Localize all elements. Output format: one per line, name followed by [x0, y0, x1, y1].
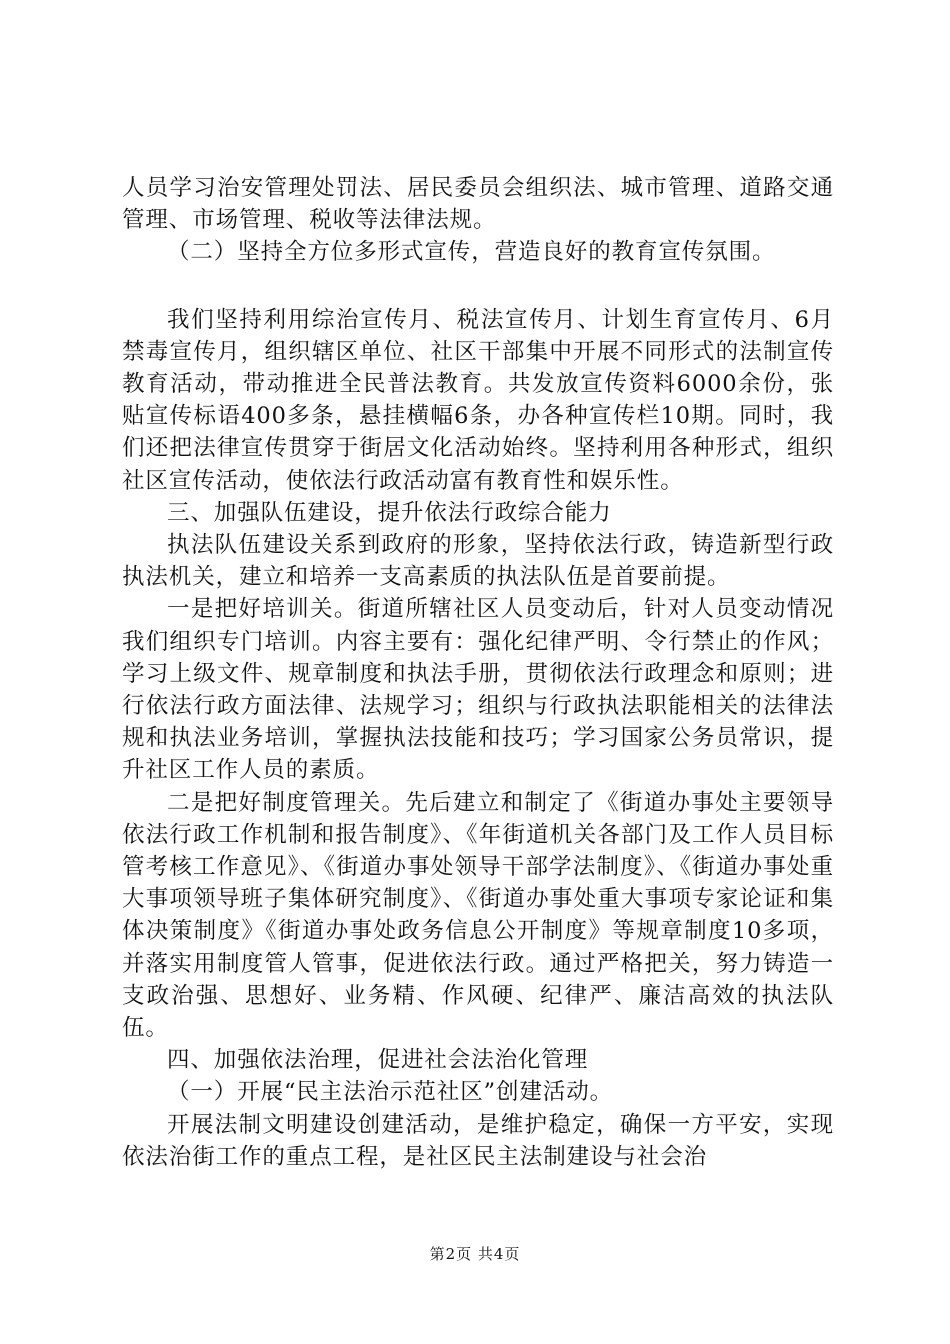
paragraph-publicity-activities: 我们坚持利用综治宣传月、税法宣传月、计划生育宣传月、6月禁毒宣传月，组织辖区单位、社区干部集中开展不同形式的法制宣传教育活动，带动推进全民普法教育。共发放宣传资料6000余份，张贴宣传标语400多条，悬挂横幅6条，办各种宣传栏10期。同时，我们还把法律宣传贯穿于街居文化活动始终。坚持利用各种形式，组织社区宣传活动，使依法行政活动富有教育性和娱乐性。: [122, 306, 834, 494]
document-body: [122, 172, 834, 1173]
paragraph-continuation: 人员学习治安管理处罚法、居民委员会组织法、城市管理、道路交通管理、市场管理、税收等法律法规。: [122, 175, 834, 234]
subheading-publicity: （二）坚持全方位多形式宣传，营造良好的教育宣传氛围。: [167, 239, 776, 266]
page-number-footer: 第2页 共4页: [429, 1245, 521, 1263]
subheading-demo-community: （一）开展“民主法治示范社区”创建活动。: [167, 1079, 614, 1106]
paragraph-team-intro: 执法队伍建设关系到政府的形象，坚持依法行政，铸造新型行政执法机关，建立和培养一支高素质的执法队伍是首要前提。: [122, 532, 834, 591]
paragraph-legal-civilization: 开展法制文明建设创建活动，是维护稳定，确保一方平安，实现依法治街工作的重点工程，是社区民主法制建设与社会治: [122, 1111, 834, 1170]
heading-team-building: 三、加强队伍建设，提升依法行政综合能力: [167, 499, 612, 526]
paragraph-training: 一是把好培训关。街道所辖社区人员变动后，针对人员变动情况我们组织专门培训。内容主要有：强化纪律严明、令行禁止的作风；学习上级文件、规章制度和执法手册，贯彻依法行政理念和原则；进行依法行政方面法律、法规学习；组织与行政执法职能相关的法律法规和执法业务培训，掌握执法技能和技巧；学习国家公务员常识，提升社区工作人员的素质。: [122, 596, 834, 784]
heading-legal-governance: 四、加强依法治理，促进社会法治化管理: [167, 1047, 589, 1074]
paragraph-system-management: 二是把好制度管理关。先后建立和制定了《街道办事处主要领导依法行政工作机制和报告制度》、《年街道机关各部门及工作人员目标管考核工作意见》、《街道办事处领导干部学法制度》、《街道办事处重大事项领导班子集体研究制度》、《街道办事处重大事项专家论证和集体决策制度》《街道办事处政务信息公开制度》等规章制度10多项，并落实用制度管人管事，促进依法行政。通过严格把关，努力铸造一支政治强、思想好、业务精、作风硬、纪律严、廉洁高效的执法队伍。: [122, 789, 834, 1042]
